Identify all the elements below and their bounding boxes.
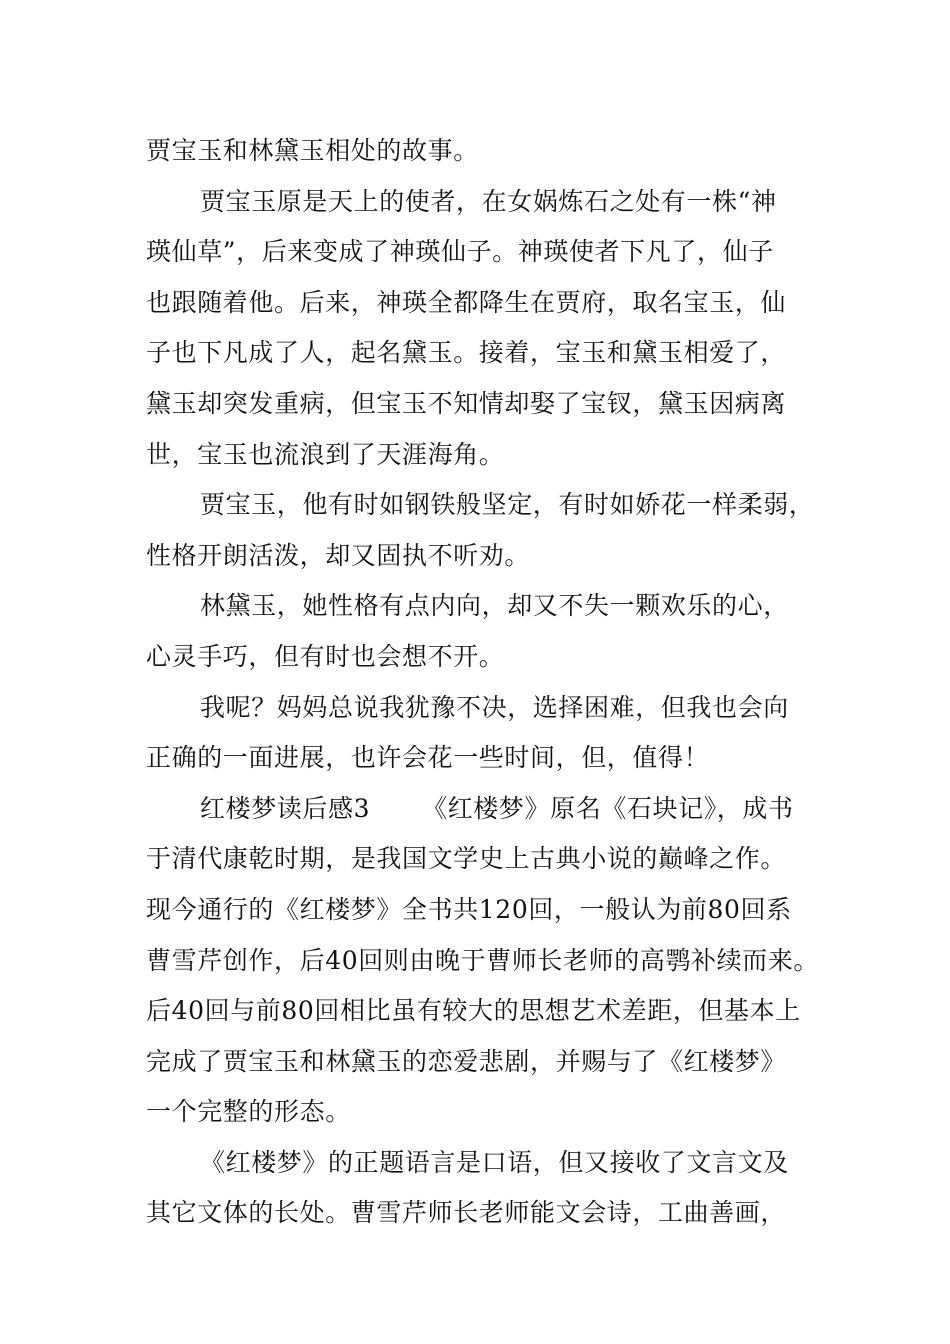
text-line: 贾宝玉和林黛玉相处的故事。 (146, 136, 479, 165)
text-line: 现今通行的《红楼梦》全书共120回，一般认为前80回系 (146, 894, 792, 924)
text-line: 瑛仙草”，后来变成了神瑛仙子。神瑛使者下凡了，仙子 (146, 237, 774, 267)
text-line: 《红楼梦》原名《石块记》，成书 (422, 793, 794, 823)
section-heading: 红楼梦读后感3 (200, 793, 371, 823)
text-line: 我呢？妈妈总说我犹豫不决，选择困难，但我也会向 (200, 692, 789, 722)
text-line: 心灵手巧，但有时也会想不开。 (146, 641, 505, 671)
text-line: 正确的一面进展，也许会花一些时间，但，值得！ (146, 743, 710, 773)
section-heading-line (146, 784, 826, 835)
text-line: 性格开朗活泼，却又固执不听劝。 (146, 540, 531, 570)
text-line: 其它文体的长处。曹雪芹师长老师能文会诗，工曲善画， (146, 1198, 787, 1228)
text-line: 一个完整的形态。 (146, 1097, 351, 1127)
text-line: 《红楼梦》的正题语言是口语，但又接收了文言文及 (200, 1147, 789, 1177)
text-line: 世，宝玉也流浪到了天涯海角。 (146, 439, 505, 469)
text-line: 子也下凡成了人，起名黛玉。接着，宝玉和黛玉相爱了， (146, 338, 787, 368)
text-line: 曹雪芹创作，后40回则由晚于曹师长老师的高鹗补续而来。 (146, 945, 820, 975)
text-line: 也跟随着他。后来，神瑛全都降生在贾府，取名宝玉，仙 (146, 287, 787, 317)
text-line: 完成了贾宝玉和林黛玉的恋爱悲剧，并赐与了《红楼梦》 (146, 1046, 787, 1076)
body-text (146, 126, 826, 1239)
text-line: 后40回与前80回相比虽有较大的思想艺术差距，但基本上 (146, 996, 801, 1026)
text-line: 贾宝玉，他有时如钢铁般坚定，有时如娇花一样柔弱， (200, 490, 815, 520)
text-line: 于清代康乾时期，是我国文学史上古典小说的巅峰之作。 (146, 844, 787, 874)
text-line: 贾宝玉原是天上的使者，在女娲炼石之处有一株“神 (200, 186, 777, 216)
text-line: 林黛玉，她性格有点内向，却又不失一颗欢乐的心， (200, 591, 789, 621)
text-line: 黛玉却突发重病，但宝玉不知情却娶了宝钗，黛玉因病离 (146, 388, 787, 418)
